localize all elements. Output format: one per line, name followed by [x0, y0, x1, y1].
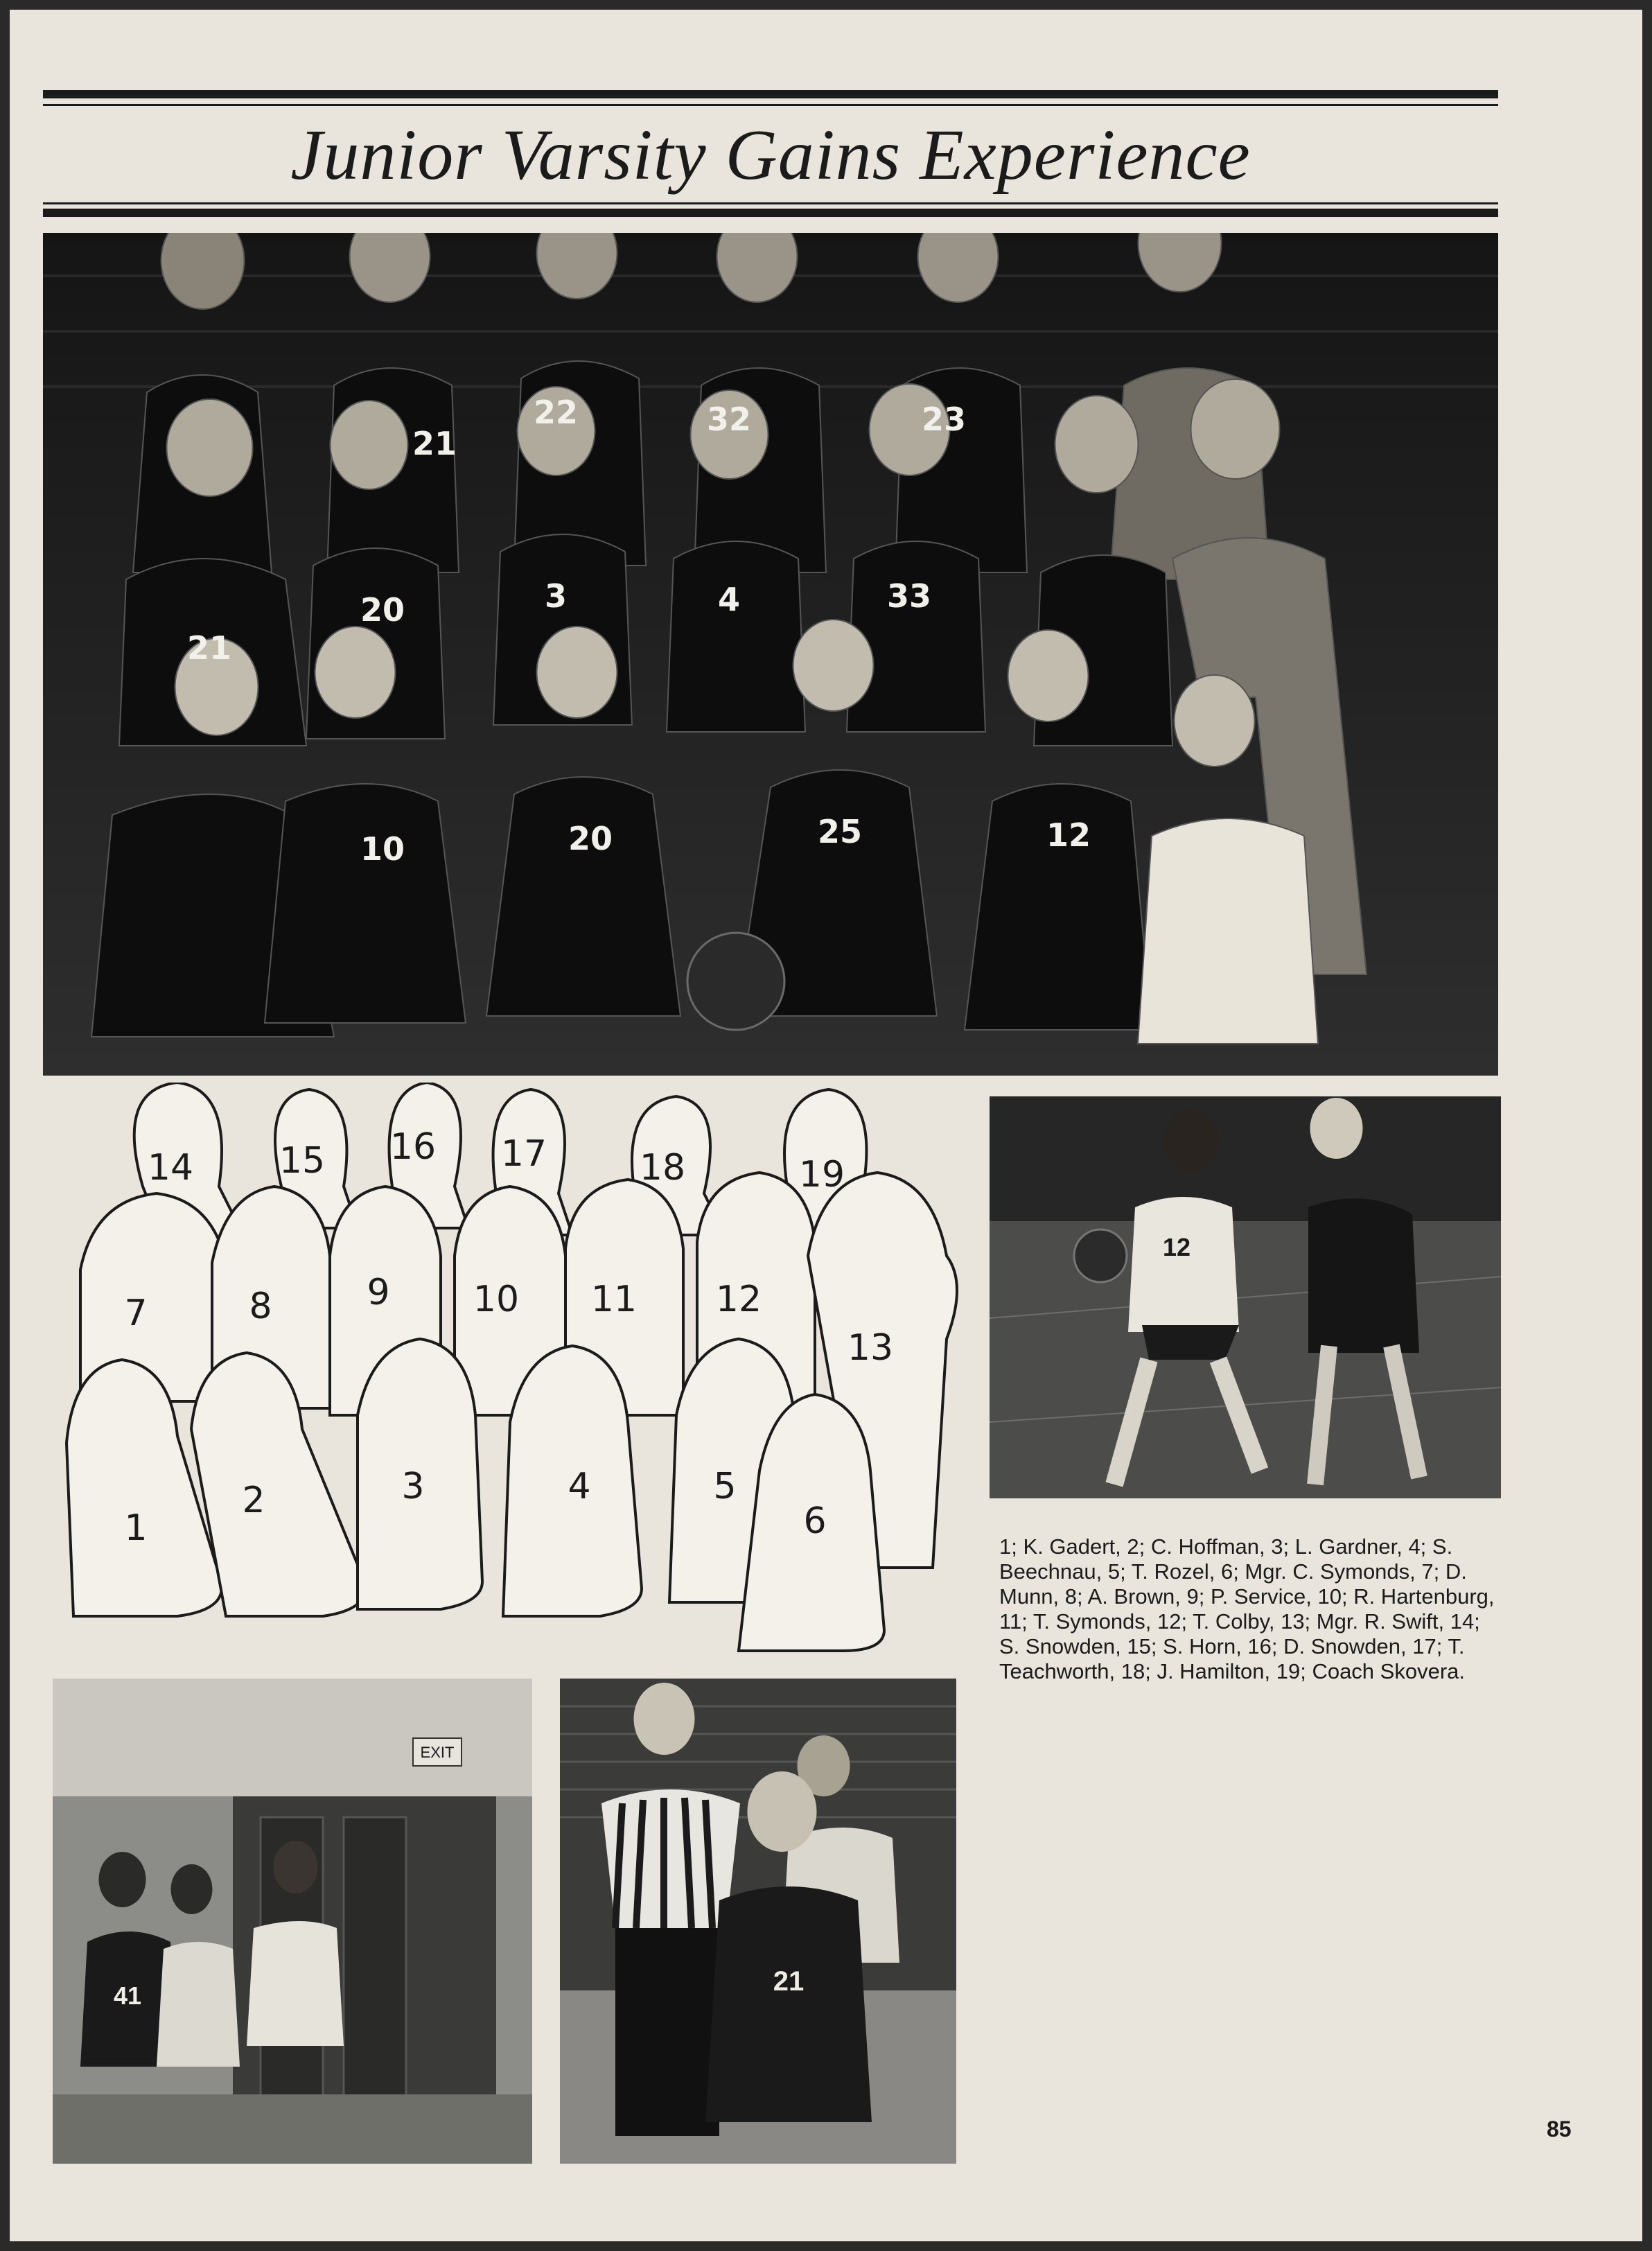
- key-label: 3: [401, 1466, 425, 1507]
- jersey-number: 12: [1162, 1233, 1191, 1261]
- team-jersey-number: 3: [544, 577, 568, 615]
- key-label: 17: [500, 1133, 547, 1175]
- jersey-number: 21: [773, 1966, 805, 1997]
- key-label: 10: [473, 1279, 520, 1320]
- key-label: 15: [279, 1140, 326, 1182]
- team-jersey-number: 10: [360, 830, 405, 868]
- team-photo: [43, 233, 1498, 1076]
- key-label: 7: [124, 1293, 148, 1334]
- key-label: 8: [249, 1286, 272, 1327]
- key-label: 4: [568, 1466, 591, 1507]
- team-jersey-number: 20: [568, 820, 613, 857]
- top-rule-thick: [43, 90, 1498, 98]
- team-jersey-number: 33: [886, 577, 932, 615]
- key-label: 19: [798, 1154, 845, 1195]
- key-label: 13: [847, 1327, 894, 1369]
- action-photo-referee: [560, 1679, 956, 2164]
- title-rule-thick: [43, 209, 1498, 217]
- key-label: 11: [590, 1279, 638, 1320]
- key-label: 18: [639, 1147, 686, 1189]
- team-jersey-number: 21: [186, 629, 232, 667]
- key-label: 5: [713, 1466, 737, 1507]
- yearbook-page: [10, 10, 1642, 2241]
- jersey-number: 41: [113, 1981, 142, 2010]
- key-label: 12: [715, 1279, 762, 1320]
- team-jersey-number: 20: [360, 591, 405, 629]
- key-label: 16: [389, 1126, 437, 1168]
- team-jersey-number: 22: [533, 394, 579, 431]
- team-jersey-number: 4: [717, 581, 741, 618]
- title-rule-thin: [43, 202, 1498, 204]
- team-jersey-number: 21: [412, 425, 457, 462]
- key-label: 2: [242, 1480, 265, 1521]
- top-rule-thin: [43, 104, 1498, 106]
- key-label: 1: [124, 1507, 148, 1549]
- key-label: 14: [147, 1147, 194, 1189]
- action-photo-court-doors: [53, 1679, 532, 2164]
- key-label: 6: [803, 1500, 827, 1542]
- page-title: Junior Varsity Gains Experience: [290, 115, 1251, 195]
- page-number: 85: [1547, 2117, 1572, 2141]
- key-label: 9: [367, 1272, 390, 1313]
- action-photo-dribbling: [990, 1096, 1501, 1498]
- exit-sign: EXIT: [420, 1744, 455, 1761]
- team-jersey-number: 23: [921, 401, 967, 438]
- photo-caption: 1; K. Gadert, 2; C. Hoffman, 3; L. Gardner, 4; S. Beechnau, 5; T. Rozel, 6; Mgr. C. Symonds, 7; D. Munn, 8; A. Brown, 9; P. Service, 10; R. Hartenburg, 11; T. Symonds, 12; T. Colby, 13; Mgr. R. Swift, 14; S. Snowden, 15; S. Horn, 16; D. Snowden, 17; T. Teachworth, 18; J. Hamilton, 19; Coach Skovera.: [999, 1534, 1495, 1683]
- team-jersey-number: 25: [817, 813, 863, 850]
- team-jersey-number: 32: [706, 401, 752, 438]
- identification-key: [53, 1083, 981, 1699]
- team-jersey-number: 12: [1046, 816, 1091, 854]
